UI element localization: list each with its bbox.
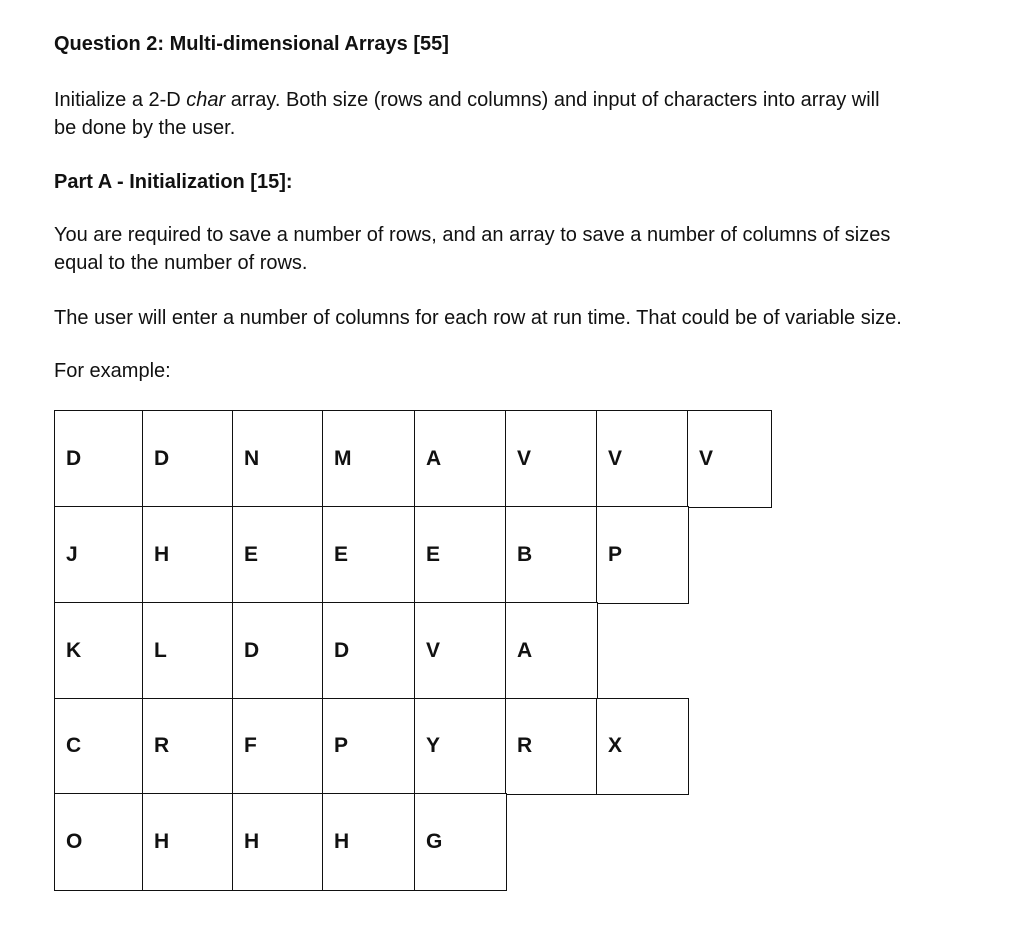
grid-cell-char: E — [244, 542, 259, 566]
grid-cell-r4-c6 — [505, 698, 598, 795]
grid-cell-char: C — [66, 734, 82, 758]
grid-cell-r4-c1 — [54, 698, 144, 795]
intro-line-2: be done by the user. — [54, 117, 236, 139]
grid-cell-char: M — [334, 446, 352, 470]
grid-cell-char: H — [154, 829, 170, 853]
intro-text-start: Initialize a 2-D — [54, 89, 187, 111]
grid-cell-char: D — [154, 446, 170, 470]
grid-cell-char: A — [517, 638, 533, 662]
grid-cell-r2-c4 — [322, 506, 416, 604]
paragraph-1-line-2: equal to the number of rows. — [54, 252, 308, 274]
grid-cell-r3-c3 — [232, 602, 324, 700]
grid-cell-char: B — [517, 542, 533, 566]
grid-cell-r2-c6 — [505, 506, 598, 604]
grid-cell-char: R — [517, 734, 533, 758]
grid-cell-r1-c6 — [505, 410, 598, 508]
grid-cell-r4-c7 — [596, 698, 689, 795]
grid-cell-r3-c6 — [505, 602, 598, 700]
grid-cell-char: R — [154, 734, 170, 758]
grid-cell-r3-c2 — [142, 602, 234, 700]
grid-cell-char: K — [66, 638, 82, 662]
question-title: Question 2: Multi-dimensional Arrays [55] — [54, 33, 449, 55]
grid-cell-r2-c3 — [232, 506, 324, 604]
grid-cell-char: V — [426, 638, 441, 662]
grid-cell-r1-c5 — [414, 410, 507, 508]
grid-cell-char: L — [154, 638, 167, 662]
grid-cell-r1-c3 — [232, 410, 324, 508]
grid-cell-r3-c1 — [54, 602, 144, 700]
grid-cell-r4-c3 — [232, 698, 324, 795]
grid-cell-r5-c3 — [232, 793, 324, 891]
intro-text-end: array. Both size (rows and columns) and input of characters into array will — [225, 89, 880, 111]
grid-cell-r1-c1 — [54, 410, 144, 508]
grid-cell-r5-c2 — [142, 793, 234, 891]
grid-cell-r1-c7 — [596, 410, 689, 508]
grid-cell-char: D — [66, 446, 82, 470]
paragraph-1-line-1: You are required to save a number of rows, and an array to save a number of columns of sizes — [54, 224, 891, 246]
grid-cell-r1-c8 — [687, 410, 772, 508]
example-label: For example: — [54, 360, 171, 382]
grid-cell-r1-c4 — [322, 410, 416, 508]
grid-cell-char: O — [66, 829, 83, 853]
grid-cell-r5-c1 — [54, 793, 144, 891]
grid-cell-char: E — [334, 542, 349, 566]
grid-cell-char: H — [244, 829, 260, 853]
grid-cell-r4-c2 — [142, 698, 234, 795]
grid-cell-char: H — [334, 829, 350, 853]
grid-cell-char: A — [426, 446, 442, 470]
grid-cell-char: D — [334, 638, 350, 662]
grid-cell-r5-c5 — [414, 793, 507, 891]
grid-cell-char: N — [244, 446, 260, 470]
grid-cell-char: P — [334, 734, 349, 758]
grid-cell-r2-c1 — [54, 506, 144, 604]
grid-cell-r3-c5 — [414, 602, 507, 700]
grid-cell-char: Y — [426, 734, 441, 758]
grid-cell-r1-c2 — [142, 410, 234, 508]
grid-cell-char: P — [608, 542, 623, 566]
grid-cell-char: J — [66, 542, 78, 566]
grid-cell-r2-c5 — [414, 506, 507, 604]
grid-cell-char: V — [517, 446, 532, 470]
grid-cell-r4-c4 — [322, 698, 416, 795]
grid-cell-char: E — [426, 542, 441, 566]
grid-cell-r2-c7 — [596, 506, 689, 604]
grid-cell-char: F — [244, 734, 257, 758]
grid-cell-r3-c4 — [322, 602, 416, 700]
intro-char-keyword: char — [186, 89, 226, 111]
grid-cell-char: V — [699, 446, 714, 470]
grid-cell-char: H — [154, 542, 170, 566]
grid-cell-char: X — [608, 734, 623, 758]
grid-cell-char: V — [608, 446, 623, 470]
grid-cell-r5-c4 — [322, 793, 416, 891]
grid-cell-char: D — [244, 638, 260, 662]
grid-cell-char: G — [426, 829, 443, 853]
paragraph-2: The user will enter a number of columns for each row at run time. That could be of variable size. — [54, 307, 902, 329]
grid-cell-r4-c5 — [414, 698, 507, 795]
grid-cell-r2-c2 — [142, 506, 234, 604]
part-a-title: Part A - Initialization [15]: — [54, 171, 293, 193]
